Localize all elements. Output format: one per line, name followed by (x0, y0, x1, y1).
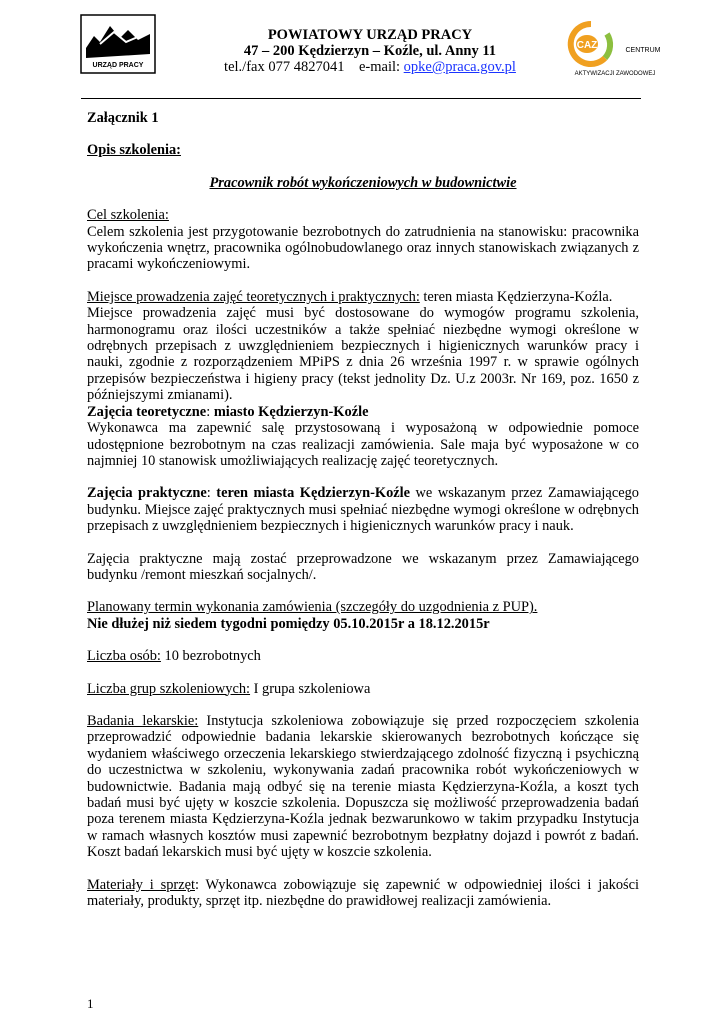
materials-text: : Wykonawca zobowiązuje się zapewnić w odpowiedniej ilości i jakości materiały, produkty, sprzęt itp. niezbędne do prawidłowej realizacji zamówienia. (87, 876, 640, 910)
org-name: POWIATOWY URZĄD PRACY (267, 27, 473, 43)
header-text (205, 27, 535, 75)
groups-label: Liczba grup szkoleniowych: (87, 680, 251, 697)
groups-value: I grupa szkoleniowa (250, 680, 371, 697)
caz-line1: CENTRUM (625, 47, 661, 54)
place-value: teren miasta Kędzierzyna-Koźla. (419, 288, 613, 305)
practice-label: Zajęcia praktyczne (87, 485, 207, 502)
document-body (87, 110, 639, 909)
practice-place: teren miasta Kędzierzyn-Koźle (216, 485, 411, 502)
theory-colon: : (206, 403, 214, 420)
caz-logo-arc-green (605, 34, 610, 58)
urzad-pracy-logo (80, 14, 156, 74)
attachment-label: Załącznik 1 (87, 110, 159, 126)
place-text: Miejsce prowadzenia zajęć musi być dostosowane do wymogów programu szkolenia, harmonogramu oraz ilości uczestników a także spełniać niezbędne wymogi określone w odrębnych przepisach z uwzględnieniem bezpiecznych i higienicznych warunków pracy i nauki, zgodnie z rozporządzeniem MPiPS z dnia 26 września 1997 r. w sprawie ogólnych przepisów bezpieczeństwa i higieny pracy (tekst jednolity Dz. U.z 2003r. Nr 169, poz. 1650 z późniejszymi zmianami). (87, 305, 639, 404)
practice-colon: : (206, 485, 217, 502)
materials-paragraph (87, 877, 639, 910)
practice-text-2: Zajęcia praktyczne mają zostać przeprowadzone we wskazanym przez Zamawiającego budynku /remont mieszkań socjalnych/. (87, 550, 639, 583)
header-divider (81, 98, 641, 99)
caz-abbr: CAZ (576, 40, 598, 51)
contact-line (205, 59, 535, 75)
medical-text: Instytucja szkoleniowa zobowiązuje się przed rozpoczęciem szkolenia przeprowadzić odpowiednie badania lekarskie skierowanych bezrobotnych kończące się wydaniem właściwego orzeczenia lekarskiego stwierdzającego zdolność fizyczną i psychiczną do uczestnictwa w szkoleniu, wykonywania zadań pracownika robót wykończeniowych w budownictwie. Badania mają odbyć się na terenie miasta Kędzierzyna-Koźla, a koszt tych badań musi być ujęty w koszcie szkolenia. Dopuszcza się możliwość przeprowadzenia badań poza terenem miasta Kędzierzyna-Koźla jednak bezwarunkowo w takim przypadku Instytucja w ramach własnych kosztów musi zapewnić bezrobotnym bezpłatny dojazd i powrót z badań. Koszt badań lekarskich musi być ujęty w koszcie szkolenia. (87, 712, 640, 861)
left-logo-text: URZĄD PRACY (92, 62, 144, 69)
goal-text: Celem szkolenia jest przygotowanie bezrobotnych do zatrudnienia na stanowisku: pracownika wykończenia wnętrz, pracownika ogólnobudowlanego oraz innych stanowiskach związanych z pracami wykończeniowymi. (87, 223, 639, 273)
theory-line (87, 404, 639, 420)
medical-paragraph (87, 713, 639, 861)
theory-label: Zajęcia teoretyczne (87, 403, 207, 420)
email-link[interactable]: opke@praca.gov.pl (403, 59, 516, 75)
goal-label: Cel szkolenia: (87, 207, 169, 224)
persons-line (87, 648, 639, 664)
practice-paragraph (87, 485, 639, 534)
practice-text: we wskazanym przez Zamawiającego budynku. Miejsce zajęć praktycznych musi spełniać niezbędne wymogi określone w odrębnych przepisach z uwzględnieniem bezpiecznych i higienicznych warunków pracy i nauk. (87, 485, 639, 535)
place-line (87, 289, 639, 305)
term-value: Nie dłużej niż siedem tygodni pomiędzy 05.10.2015r a 18.12.2015r (87, 615, 490, 632)
email-label: e-mail: (358, 59, 401, 75)
phone: tel./fax 077 4827041 (224, 59, 345, 75)
page-number: 1 (87, 996, 94, 1011)
section-heading: Opis szkolenia: (87, 142, 181, 159)
medical-label: Badania lekarskie: (87, 712, 199, 729)
org-address: 47 – 200 Kędzierzyn – Koźle, ul. Anny 11 (243, 43, 497, 59)
place-label: Miejsce prowadzenia zajęć teoretycznych i praktycznych: (87, 288, 420, 305)
persons-value: 10 bezrobotnych (160, 648, 261, 665)
materials-label: Materiały i sprzęt (87, 876, 195, 893)
term-label: Planowany termin wykonania zamówienia (szczegóły do uzgodnienia z PUP). (87, 599, 538, 616)
training-title: Pracownik robót wykończeniowych w budownictwie (209, 174, 517, 191)
persons-label: Liczba osób: (87, 648, 161, 665)
theory-text: Wykonawca ma zapewnić salę przystosowaną i wyposażoną w odpowiednie pomoce udostępnione bezrobotnym na czas realizacji zamówienia. Sale maja być wyposażone w co najmniej 10 stanowisk umożliwiających realizację zajęć teoretycznych. (87, 420, 639, 469)
theory-place: miasto Kędzierzyn-Koźle (213, 403, 369, 420)
caz-logo (567, 20, 663, 82)
groups-line (87, 681, 639, 697)
caz-line2: AKTYWIZACJI ZAWODOWEJ (574, 71, 656, 77)
